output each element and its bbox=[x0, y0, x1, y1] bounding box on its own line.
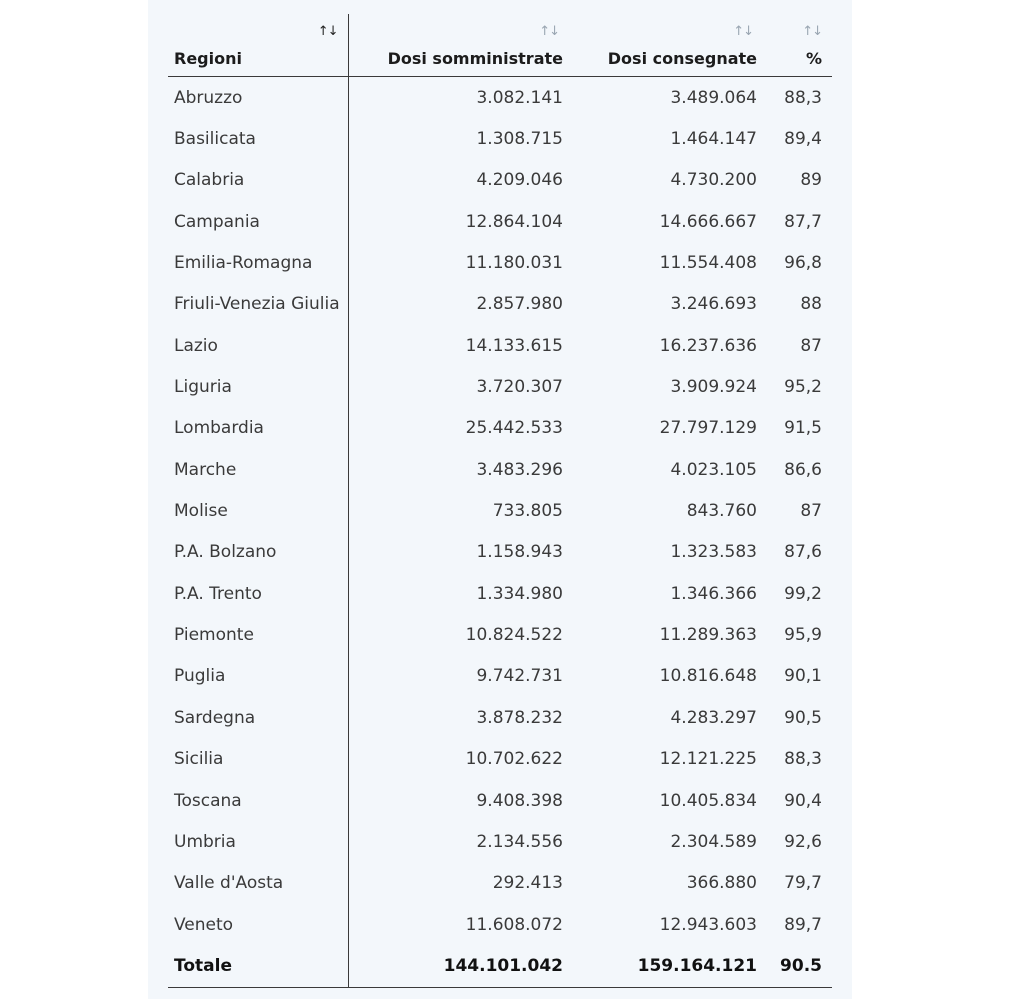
sort-icon[interactable]: ↑↓ bbox=[733, 24, 753, 39]
table-footer bbox=[168, 945, 832, 987]
cell-administered: 11.180.031 bbox=[465, 253, 563, 274]
table-row bbox=[168, 532, 832, 573]
table-row bbox=[168, 449, 832, 490]
cell-delivered: 843.760 bbox=[686, 501, 757, 522]
cell-percent: 91,5 bbox=[784, 418, 822, 439]
column-header-label: Dosi consegnate bbox=[607, 49, 757, 68]
cell-percent: 88,3 bbox=[784, 87, 822, 108]
cell-region: Piemonte bbox=[168, 614, 348, 655]
column-header-label: Regioni bbox=[174, 49, 242, 68]
column-header-label: Dosi somministrate bbox=[387, 49, 563, 68]
cell-administered: 10.702.622 bbox=[465, 749, 563, 770]
cell-percent: 88 bbox=[800, 294, 822, 315]
cell-region: Calabria bbox=[168, 160, 348, 201]
table-row bbox=[168, 656, 832, 697]
cell-percent: 92,6 bbox=[784, 831, 822, 852]
total-percent: 90.5 bbox=[763, 945, 832, 987]
cell-administered: 3.082.141 bbox=[476, 87, 563, 108]
cell-region: Liguria bbox=[168, 366, 348, 407]
cell-percent: 90,4 bbox=[784, 790, 822, 811]
cell-percent: 87,6 bbox=[784, 542, 822, 563]
table-row bbox=[168, 614, 832, 655]
cell-region: Emilia-Romagna bbox=[168, 242, 348, 283]
table-row bbox=[168, 366, 832, 407]
cell-administered: 3.483.296 bbox=[476, 459, 563, 480]
cell-administered: 1.158.943 bbox=[476, 542, 563, 563]
table-row bbox=[168, 242, 832, 283]
table-row bbox=[168, 697, 832, 738]
cell-percent: 87 bbox=[800, 335, 822, 356]
cell-percent: 95,9 bbox=[784, 625, 822, 646]
table-row bbox=[168, 863, 832, 904]
cell-delivered: 27.797.129 bbox=[659, 418, 757, 439]
cell-region: P.A. Bolzano bbox=[168, 532, 348, 573]
table-row bbox=[168, 118, 832, 159]
table-row bbox=[168, 284, 832, 325]
cell-delivered: 1.323.583 bbox=[670, 542, 757, 563]
total-label: Totale bbox=[168, 945, 348, 987]
vaccine-doses-table bbox=[168, 14, 832, 988]
cell-percent: 90,5 bbox=[784, 707, 822, 728]
cell-delivered: 10.816.648 bbox=[659, 666, 757, 687]
cell-delivered: 12.943.603 bbox=[659, 914, 757, 935]
cell-administered: 292.413 bbox=[492, 873, 563, 894]
cell-region: Sardegna bbox=[168, 697, 348, 738]
table-row bbox=[168, 325, 832, 366]
column-header-percent[interactable] bbox=[763, 14, 832, 77]
cell-delivered: 4.023.105 bbox=[670, 459, 757, 480]
column-header-region[interactable] bbox=[168, 14, 348, 77]
table-row bbox=[168, 160, 832, 201]
cell-percent: 87,7 bbox=[784, 211, 822, 232]
cell-region: Toscana bbox=[168, 780, 348, 821]
cell-delivered: 11.554.408 bbox=[659, 253, 757, 274]
table-row bbox=[168, 490, 832, 531]
cell-region: Veneto bbox=[168, 904, 348, 945]
table-row bbox=[168, 904, 832, 945]
cell-region: Umbria bbox=[168, 821, 348, 862]
table-header bbox=[168, 14, 832, 77]
cell-administered: 11.608.072 bbox=[465, 914, 563, 935]
cell-administered: 2.857.980 bbox=[476, 294, 563, 315]
cell-delivered: 14.666.667 bbox=[659, 211, 757, 232]
cell-region: Lazio bbox=[168, 325, 348, 366]
cell-administered: 4.209.046 bbox=[476, 170, 563, 191]
cell-percent: 86,6 bbox=[784, 459, 822, 480]
header-row bbox=[168, 14, 832, 77]
cell-percent: 90,1 bbox=[784, 666, 822, 687]
table-row bbox=[168, 739, 832, 780]
cell-region: Lombardia bbox=[168, 408, 348, 449]
cell-delivered: 3.489.064 bbox=[670, 87, 757, 108]
cell-administered: 733.805 bbox=[492, 501, 563, 522]
cell-administered: 9.408.398 bbox=[476, 790, 563, 811]
cell-region: Valle d'Aosta bbox=[168, 863, 348, 904]
cell-percent: 89,7 bbox=[784, 914, 822, 935]
cell-region: Friuli-Venezia Giulia bbox=[168, 284, 348, 325]
cell-administered: 3.720.307 bbox=[476, 377, 563, 398]
table-row bbox=[168, 77, 832, 119]
total-delivered: 159.164.121 bbox=[569, 945, 763, 987]
cell-region: Puglia bbox=[168, 656, 348, 697]
cell-administered: 3.878.232 bbox=[476, 707, 563, 728]
column-header-administered[interactable] bbox=[348, 14, 569, 77]
cell-percent: 87 bbox=[800, 501, 822, 522]
cell-delivered: 4.283.297 bbox=[670, 707, 757, 728]
table-row bbox=[168, 573, 832, 614]
column-header-label: % bbox=[805, 49, 822, 68]
sort-icon[interactable]: ↑↓ bbox=[802, 24, 822, 39]
cell-region: Abruzzo bbox=[168, 77, 348, 119]
cell-administered: 14.133.615 bbox=[465, 335, 563, 356]
total-row bbox=[168, 945, 832, 987]
cell-percent: 95,2 bbox=[784, 377, 822, 398]
cell-delivered: 4.730.200 bbox=[670, 170, 757, 191]
cell-delivered: 1.346.366 bbox=[670, 583, 757, 604]
cell-delivered: 3.909.924 bbox=[670, 377, 757, 398]
table-row bbox=[168, 821, 832, 862]
cell-percent: 79,7 bbox=[784, 873, 822, 894]
cell-delivered: 3.246.693 bbox=[670, 294, 757, 315]
sort-icon[interactable]: ↑↓ bbox=[317, 24, 338, 39]
cell-percent: 88,3 bbox=[784, 749, 822, 770]
cell-region: Basilicata bbox=[168, 118, 348, 159]
cell-region: Marche bbox=[168, 449, 348, 490]
cell-administered: 12.864.104 bbox=[465, 211, 563, 232]
cell-region: Campania bbox=[168, 201, 348, 242]
table-body bbox=[168, 77, 832, 946]
column-header-delivered[interactable] bbox=[569, 14, 763, 77]
cell-delivered: 2.304.589 bbox=[670, 831, 757, 852]
cell-administered: 9.742.731 bbox=[476, 666, 563, 687]
cell-delivered: 10.405.834 bbox=[659, 790, 757, 811]
total-administered: 144.101.042 bbox=[348, 945, 569, 987]
cell-region: Sicilia bbox=[168, 739, 348, 780]
cell-administered: 10.824.522 bbox=[465, 625, 563, 646]
cell-delivered: 1.464.147 bbox=[670, 129, 757, 150]
cell-administered: 25.442.533 bbox=[465, 418, 563, 439]
cell-region: P.A. Trento bbox=[168, 573, 348, 614]
cell-percent: 96,8 bbox=[784, 253, 822, 274]
cell-delivered: 366.880 bbox=[686, 873, 757, 894]
table-row bbox=[168, 780, 832, 821]
cell-percent: 89 bbox=[800, 170, 822, 191]
cell-percent: 99,2 bbox=[784, 583, 822, 604]
cell-administered: 1.334.980 bbox=[476, 583, 563, 604]
cell-delivered: 16.237.636 bbox=[659, 335, 757, 356]
cell-region: Molise bbox=[168, 490, 348, 531]
cell-percent: 89,4 bbox=[784, 129, 822, 150]
cell-delivered: 12.121.225 bbox=[659, 749, 757, 770]
cell-administered: 2.134.556 bbox=[476, 831, 563, 852]
cell-delivered: 11.289.363 bbox=[659, 625, 757, 646]
sort-icon[interactable]: ↑↓ bbox=[539, 24, 559, 39]
table-row bbox=[168, 408, 832, 449]
cell-administered: 1.308.715 bbox=[476, 129, 563, 150]
table-row bbox=[168, 201, 832, 242]
